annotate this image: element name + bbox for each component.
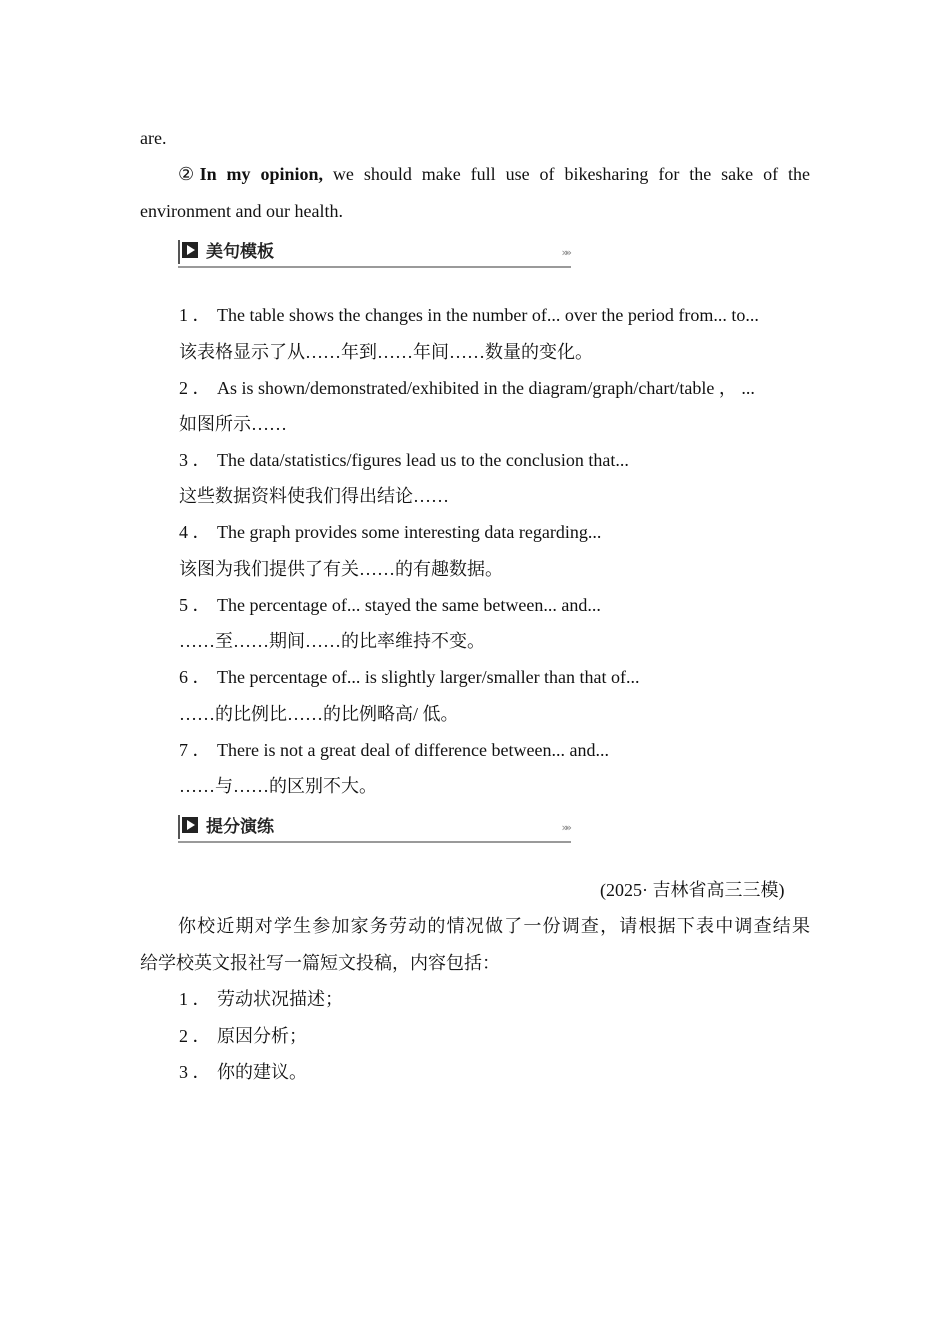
play-triangle-icon — [182, 817, 198, 833]
template-item-en — [179, 448, 629, 472]
opinion-bold-phrase: In my opinion, — [199, 164, 323, 184]
item-english: There is not a great deal of difference between... and... — [217, 740, 609, 760]
template-item-en — [179, 520, 601, 544]
item-number: 4 ． — [179, 522, 211, 542]
section-title: 提分演练 — [206, 817, 274, 837]
item-english: The percentage of... stayed the same between... and... — [217, 595, 601, 615]
double-chevron-icon: »» — [561, 246, 569, 259]
task-prompt-line1: 你校近期对学生参加家务劳动的情况做了一份调查，请根据下表中调查结果 — [178, 916, 810, 936]
header-left-rule — [178, 815, 180, 839]
template-item-zh: 如图所示…… — [179, 414, 287, 434]
exam-source: (2025· 吉林省高三三模) — [600, 880, 785, 900]
header-left-rule — [178, 240, 180, 264]
item-number: 3 ． — [179, 450, 211, 470]
template-item-zh: ……与……的区别不大。 — [179, 776, 377, 796]
section-header-sentence-templates — [178, 240, 571, 268]
task-prompt-line2: 给学校英文报社写一篇短文投稿，内容包括： — [140, 953, 500, 973]
item-number: 5 ． — [179, 595, 211, 615]
opinion-paragraph-line2: environment and our health. — [140, 201, 343, 221]
opinion-text: we should make full use of bikesharing for the sake of the — [322, 164, 811, 184]
point-text: 原因分析； — [217, 1026, 307, 1046]
item-number: 6 ． — [179, 667, 211, 687]
text-line-are: are. — [140, 128, 167, 148]
section-title: 美句模板 — [206, 242, 274, 262]
template-item-zh: 该表格显示了从……年到……年间……数量的变化。 — [179, 342, 593, 362]
double-chevron-icon: »» — [561, 821, 569, 834]
template-item-zh: ……至……期间……的比率维持不变。 — [179, 631, 485, 651]
template-item-en — [179, 738, 609, 762]
item-english: The percentage of... is slightly larger/smaller than that of... — [217, 667, 640, 687]
item-number: 7 ． — [179, 740, 211, 760]
item-english: The graph provides some interesting data regarding... — [217, 522, 602, 542]
item-number: 2 ． — [179, 378, 211, 398]
task-point — [179, 987, 343, 1011]
template-item-en — [179, 303, 759, 327]
item-number: 1 ． — [179, 305, 211, 325]
point-text: 劳动状况描述； — [217, 989, 343, 1009]
play-triangle-icon — [182, 242, 198, 258]
item-english: As is shown/demonstrated/exhibited in the diagram/graph/chart/table ， ... — [217, 378, 755, 398]
circled-number-marker: ② — [178, 164, 200, 184]
template-item-en — [179, 376, 755, 400]
template-item-zh: 这些数据资料使我们得出结论…… — [179, 486, 449, 506]
opinion-paragraph-line1 — [140, 162, 810, 186]
task-point — [179, 1060, 307, 1084]
point-number: 1 ． — [179, 989, 211, 1009]
section-header-practice — [178, 815, 571, 843]
point-number: 2 ． — [179, 1026, 211, 1046]
item-english: The table shows the changes in the number of... over the period from... to... — [217, 305, 759, 325]
template-item-en — [179, 593, 601, 617]
item-english: The data/statistics/figures lead us to the conclusion that... — [217, 450, 629, 470]
template-item-en — [179, 665, 640, 689]
template-item-zh: ……的比例比……的比例略高/ 低。 — [179, 704, 459, 724]
template-item-zh: 该图为我们提供了有关……的有趣数据。 — [179, 559, 503, 579]
task-point — [179, 1024, 307, 1048]
point-number: 3 ． — [179, 1062, 211, 1082]
point-text: 你的建议。 — [217, 1062, 307, 1082]
